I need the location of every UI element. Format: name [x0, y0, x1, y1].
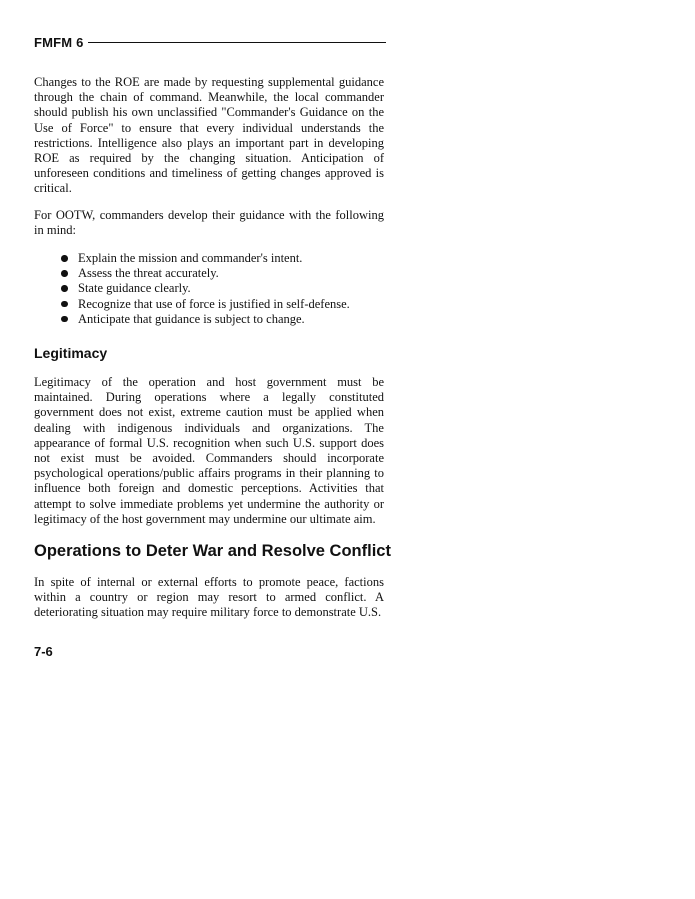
list-item-text: Assess the threat accurately. — [78, 266, 219, 281]
list-item-text: State guidance clearly. — [78, 281, 191, 296]
paragraph-ootw-intro: For OOTW, commanders develop their guidance with the following in mind: — [34, 208, 384, 238]
publication-title: FMFM 6 — [34, 35, 84, 50]
page-header — [34, 35, 386, 51]
deter-war-heading: Operations to Deter War and Resolve Conflict — [34, 542, 391, 560]
bullet-icon — [61, 301, 68, 308]
list-item-text: Explain the mission and commander's intent. — [78, 251, 303, 265]
page-number: 7-6 — [34, 644, 53, 659]
legitimacy-heading: Legitimacy — [34, 345, 108, 361]
bullet-icon — [61, 285, 68, 292]
header-rule — [88, 42, 386, 43]
list-item — [34, 251, 384, 266]
list-item — [34, 266, 384, 281]
bullet-icon — [61, 270, 68, 277]
paragraph-deter-war: In spite of internal or external efforts to promote peace, factions within a country or region may resort to armed conflict. A deteriorating situation may require military force to demonstrate U.S. — [34, 575, 384, 620]
bullet-icon — [61, 255, 68, 262]
paragraph-roe-changes: Changes to the ROE are made by requesting supplemental guidance through the chain of command. Meanwhile, the local commander should publish his own unclassified "Commander's Guidance on the Use of Force" to ensure that every individual understands the restrictions. Intelligence also plays an important part in developing ROE as required by the changing situation. Anticipation of unforeseen conditions and timeliness of getting changes approved is critical. — [34, 75, 384, 196]
bullet-icon — [61, 316, 68, 323]
list-item — [34, 312, 384, 327]
list-item — [34, 297, 384, 312]
guidance-bullet-list — [34, 251, 384, 327]
paragraph-legitimacy: Legitimacy of the operation and host government must be maintained. During operations where a legally constituted government does not exist, extreme caution must be applied when dealing with indigenous individuals and organizations. The appearance of formal U.S. recognition when such U.S. support does not exist must be avoided. Commanders should incorporate psychological operations/public affairs programs in their planning to influence both foreign and domestic perceptions. Activities that attempt to solve immediate problems yet undermine the authority or legitimacy of the host government may undermine our ultimate aim. — [34, 375, 384, 526]
list-item-text: Recognize that use of force is justified in self-defense. — [78, 296, 350, 311]
list-item — [34, 281, 384, 296]
list-item-text: Anticipate that guidance is subject to change. — [78, 311, 305, 326]
